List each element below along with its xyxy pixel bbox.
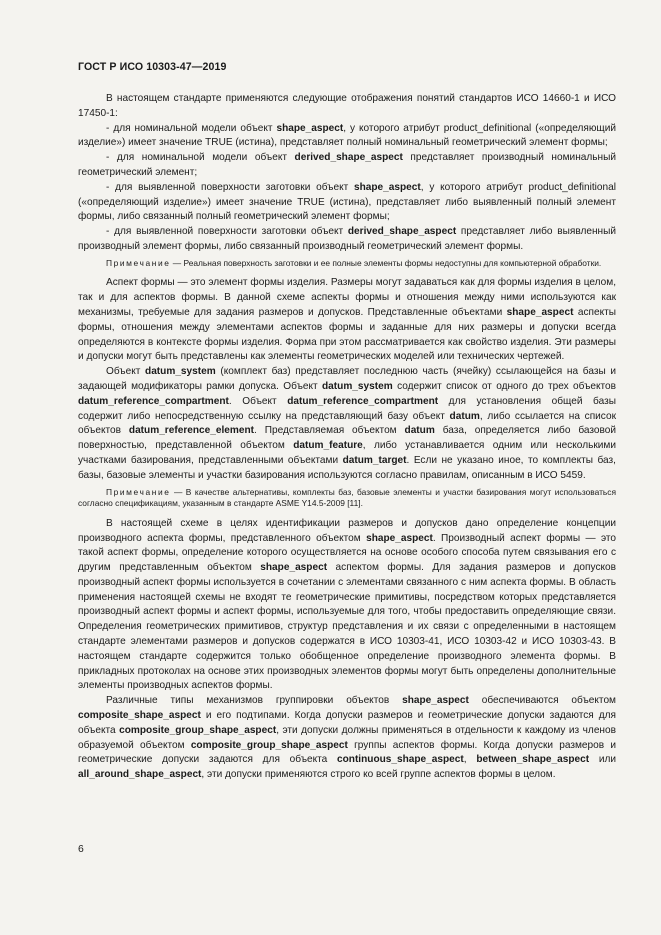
text-run: база, определяется либо базовой поверхностью, представленной объектом xyxy=(78,425,617,452)
body-paragraph xyxy=(78,517,616,695)
text-run: - для номинальной модели объект xyxy=(106,152,295,164)
body-paragraph xyxy=(78,694,616,783)
text-run: , либо ссылается на список объектов xyxy=(78,410,616,437)
entity-name: datum_reference_compartment xyxy=(78,395,229,407)
entity-name: shape_aspect xyxy=(506,306,574,318)
document-body xyxy=(78,92,616,783)
page-number: 6 xyxy=(78,844,84,855)
body-paragraph xyxy=(78,365,616,483)
entity-name: shape_aspect xyxy=(402,695,469,707)
entity-name: datum_reference_compartment xyxy=(287,395,439,407)
note-paragraph xyxy=(78,258,616,270)
body-paragraph xyxy=(78,122,616,152)
text-run: В настоящей схеме в целях идентификации размеров и допусков дано определение концепции производного аспекта формы, представленного объектом xyxy=(78,517,616,544)
text-run: Различные типы механизмов группировки объектов xyxy=(106,695,403,707)
text-run: , xyxy=(463,754,477,766)
entity-name: shape_aspect xyxy=(276,122,344,134)
text-run: аспектом формы. Для задания размеров и допусков производный аспект формы используется в сочетании с элементами связанного с ним аспекта формы. В область применения настоящей схемы не входят те геометрические примитивы, посредством которых представляется производный аспект формы и аспект формы, используемые для того, чтобы предоставить определяющие связи. Определения геометрических примитивов, структур представления и их связи с определенными в настоящем стандарте элементами размеров и допусков содержатся в ИСО 10303-41, ИСО 10303-42 и ИСО 10303-43. В настоящем стандарте содержится только обобщенное определение производного элемента формы. В прикладных протоколах на основе этих производных элементов формы могут быть определены дополнительные элементы производных аспектов формы. xyxy=(78,562,616,692)
entity-name: between_shape_aspect xyxy=(476,754,590,766)
entity-name: derived_shape_aspect xyxy=(294,152,403,164)
text-run: аспекты формы, отношения между элементами аспектов формы и заданные для них размеры и допуски всегда определяются в контексте формы изделия. Форма при этом рассматривается как свойство изделия. Эти размеры и допуски могут быть представлены как элементы геометрических моделей или технических чертежей. xyxy=(78,306,616,363)
text-run: , либо устанавливается одним или несколькими участками базирования, представленными объектами xyxy=(78,440,616,466)
text-run: содержит список от одного до трех объектов xyxy=(392,380,617,392)
text-run: группы аспектов формы. Когда допуски размеров и геометрические допуски задаются для объекта xyxy=(78,739,616,766)
text-run: представляет либо выявленный производный элемент формы, либо связанный производный геометрический элемент формы. xyxy=(78,226,616,252)
text-run: , эти допуски применяются строго ко всей группе аспектов формы в целом. xyxy=(201,769,556,781)
body-paragraph xyxy=(78,151,616,181)
text-run: (комплект баз) представляет последнюю часть (ячейку) ссылающейся на базы и задающей модификаторы рамки допуска. Объект xyxy=(78,366,616,392)
entity-name: composite_group_shape_aspect xyxy=(119,724,277,736)
text-run: — В качестве альтернативы, комплекты баз, базовые элементы и участки базирования могут использоваться согласно спецификациям, указанным в стандарте ASME Y14.5-2009 [11]. xyxy=(78,486,616,509)
text-run: , у которого атрибут product_definitional («определяющий изделие») имеет значение TRUE (истина), представляет либо выявленный полный элемент формы, либо связанный полный геометрический элемент формы; xyxy=(78,181,616,223)
text-run: - для выявленной поверхности заготовки объект xyxy=(106,181,354,193)
text-run: - для выявленной поверхности заготовки объект xyxy=(106,226,348,238)
text-run: . Представляемая объектом xyxy=(254,425,405,437)
text-run: для установления общей базы содержит либо непосредственную ссылку на представляющий базу объект xyxy=(78,395,616,422)
body-paragraph xyxy=(78,225,616,255)
entity-name: shape_aspect xyxy=(353,181,421,193)
text-run: , эти допуски должны применяться в отдельности к каждому из членов образуемой объектом xyxy=(78,724,616,751)
text-run: и его подтипами. Когда допуски размеров и геометрические допуски задаются для объекта xyxy=(78,710,616,736)
note-label: Примечание xyxy=(106,486,171,497)
entity-name: continuous_shape_aspect xyxy=(337,754,464,766)
text-run: . Объект xyxy=(228,395,288,407)
entity-name: shape_aspect xyxy=(366,532,433,544)
text-run: — Реальная поверхность заготовки и ее полные элементы формы недоступны для компьютерной обработки. xyxy=(170,257,602,268)
entity-name: datum_system xyxy=(145,366,216,378)
text-run: Объект xyxy=(106,366,146,378)
text-run: , у которого атрибут product_definitional («определяющий изделие») имеет значение TRUE (истина), представляет полный номинальный геометрический элемент формы; xyxy=(78,122,616,149)
body-paragraph xyxy=(78,276,616,365)
entity-name: datum_target xyxy=(342,454,407,466)
body-paragraph xyxy=(78,181,616,225)
entity-name: datum xyxy=(449,410,480,422)
text-run: . Если не указано иное, то комплекты баз, базы, базовые элементы и участки базирования используются согласно правилам, описанным в ИСО 5459. xyxy=(78,454,616,481)
text-run: В настоящем стандарте применяются следующие отображения понятий стандартов ИСО 14660-1 и ИСО 17450-1: xyxy=(78,93,616,119)
entity-name: shape_aspect xyxy=(260,562,328,574)
text-run: представляет производный номинальный геометрический элемент; xyxy=(78,152,616,178)
entity-name: datum xyxy=(404,425,435,437)
document-code-header: ГОСТ Р ИСО 10303-47—2019 xyxy=(78,61,227,73)
entity-name: datum_feature xyxy=(293,440,363,452)
entity-name: all_around_shape_aspect xyxy=(78,769,202,781)
note-paragraph xyxy=(78,487,616,510)
text-run: . Производный аспект формы — это такой аспект формы, определение которого осуществляется на основе особого способа путем связывания его с другим представленным объектом xyxy=(78,532,616,574)
entity-name: datum_system xyxy=(322,380,393,392)
entity-name: composite_shape_aspect xyxy=(78,710,201,722)
text-run: обеспечиваются объектом xyxy=(468,695,616,707)
entity-name: datum_reference_element xyxy=(128,425,255,437)
text-run: или xyxy=(589,754,616,766)
body-paragraph xyxy=(78,92,616,122)
text-run: Аспект формы — это элемент формы изделия. Размеры могут задаваться как для формы изделия в целом, так и для аспектов формы. В данной схеме аспекты формы и отношения между ними используются как механизмы, требуемые для задания размеров и допусков. Представленные объектами xyxy=(78,277,616,318)
entity-name: derived_shape_aspect xyxy=(347,226,457,238)
text-run: - для номинальной модели объект xyxy=(106,122,277,134)
entity-name: composite_group_shape_aspect xyxy=(190,739,348,751)
note-label: Примечание xyxy=(106,257,171,268)
